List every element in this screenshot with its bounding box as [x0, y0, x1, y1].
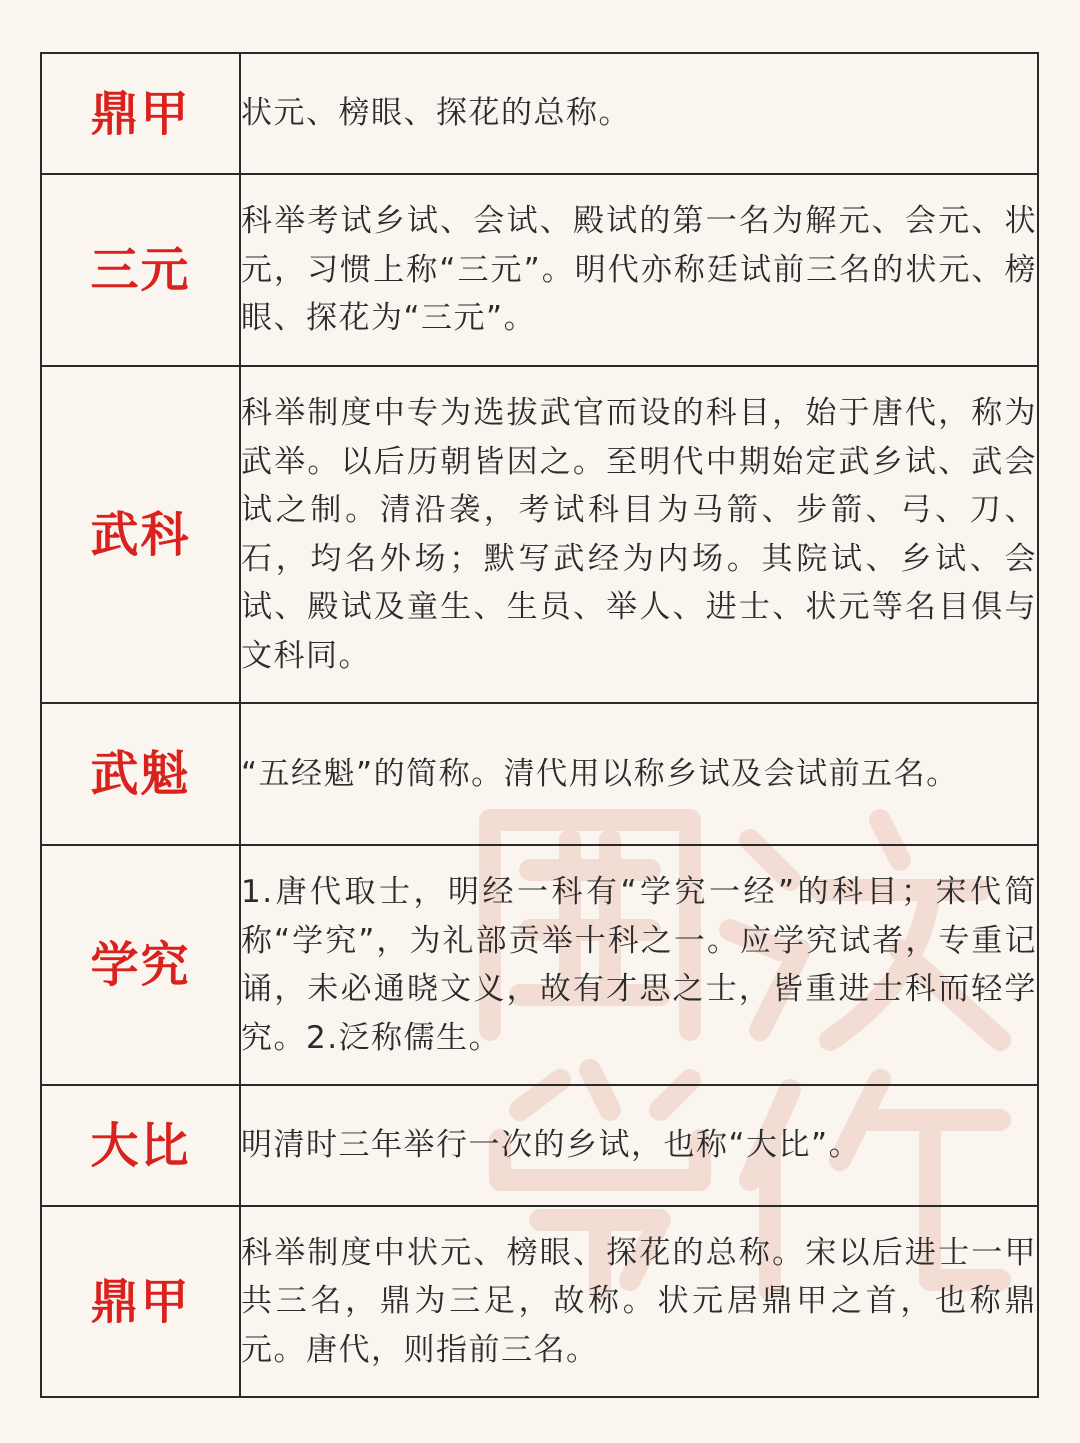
- table-row: [41, 53, 1038, 174]
- term-cell: [41, 366, 240, 703]
- definition-cell: [240, 703, 1038, 845]
- definition-cell: [240, 1085, 1038, 1206]
- table-row: [41, 703, 1038, 845]
- definition-text: 状元、榜眼、探花的总称。: [241, 95, 631, 132]
- term-cell: [41, 53, 240, 174]
- definition-cell: [240, 53, 1038, 174]
- definition-cell: [240, 1206, 1038, 1397]
- term-cell: [41, 174, 240, 366]
- term-label: 三元: [90, 242, 191, 298]
- term-label: 大比: [90, 1117, 191, 1174]
- definition-text: 明清时三年举行一次的乡试，也称“大比”。: [241, 1127, 862, 1164]
- table-row: [41, 845, 1038, 1085]
- definition-cell: [240, 366, 1038, 703]
- term-label: 鼎甲: [90, 1273, 191, 1330]
- term-label: 学究: [90, 937, 191, 993]
- table-row: [41, 1206, 1038, 1397]
- definition-text: 科举考试乡试、会试、殿试的第一名为解元、会元、状元，习惯上称“三元”。明代亦称廷试前三名的状元、榜眼、探花为“三元”。: [241, 203, 1037, 337]
- term-label: 鼎甲: [90, 85, 191, 142]
- definition-cell: [240, 174, 1038, 366]
- definition-text: 科举制度中专为选拔武官而设的科目，始于唐代，称为武举。以后历朝皆因之。至明代中期始定武乡试、武会试之制。清沿袭，考试科目为马箭、步箭、弓、刀、石，均名外场；默写武经为内场。其院试、乡试、会试、殿试及童生、生员、举人、进士、状元等名目俱与文科同。: [241, 395, 1037, 674]
- term-cell: [41, 1206, 240, 1397]
- term-label: 武科: [90, 506, 191, 563]
- term-label: 武魁: [90, 746, 191, 802]
- table-row: [41, 1085, 1038, 1206]
- table-row: [41, 174, 1038, 366]
- definition-text: 1.唐代取士，明经一科有“学究一经”的科目；宋代简称“学究”，为礼部贡举十科之一。应学究试者，专重记诵，未必通晓文义，故有才思之士，皆重进士科而轻学究。2.泛称儒生。: [241, 874, 1037, 1056]
- term-cell: [41, 1085, 240, 1206]
- definition-text: “五经魁”的简称。清代用以称乡试及会试前五名。: [241, 755, 959, 792]
- definition-text: 科举制度中状元、榜眼、探花的总称。宋以后进士一甲共三名，鼎为三足，故称。状元居鼎甲之首，也称鼎元。唐代，则指前三名。: [241, 1234, 1037, 1368]
- definition-cell: [240, 845, 1038, 1085]
- term-cell: [41, 703, 240, 845]
- table-row: [41, 366, 1038, 703]
- glossary-table: [40, 52, 1039, 1398]
- term-cell: [41, 845, 240, 1085]
